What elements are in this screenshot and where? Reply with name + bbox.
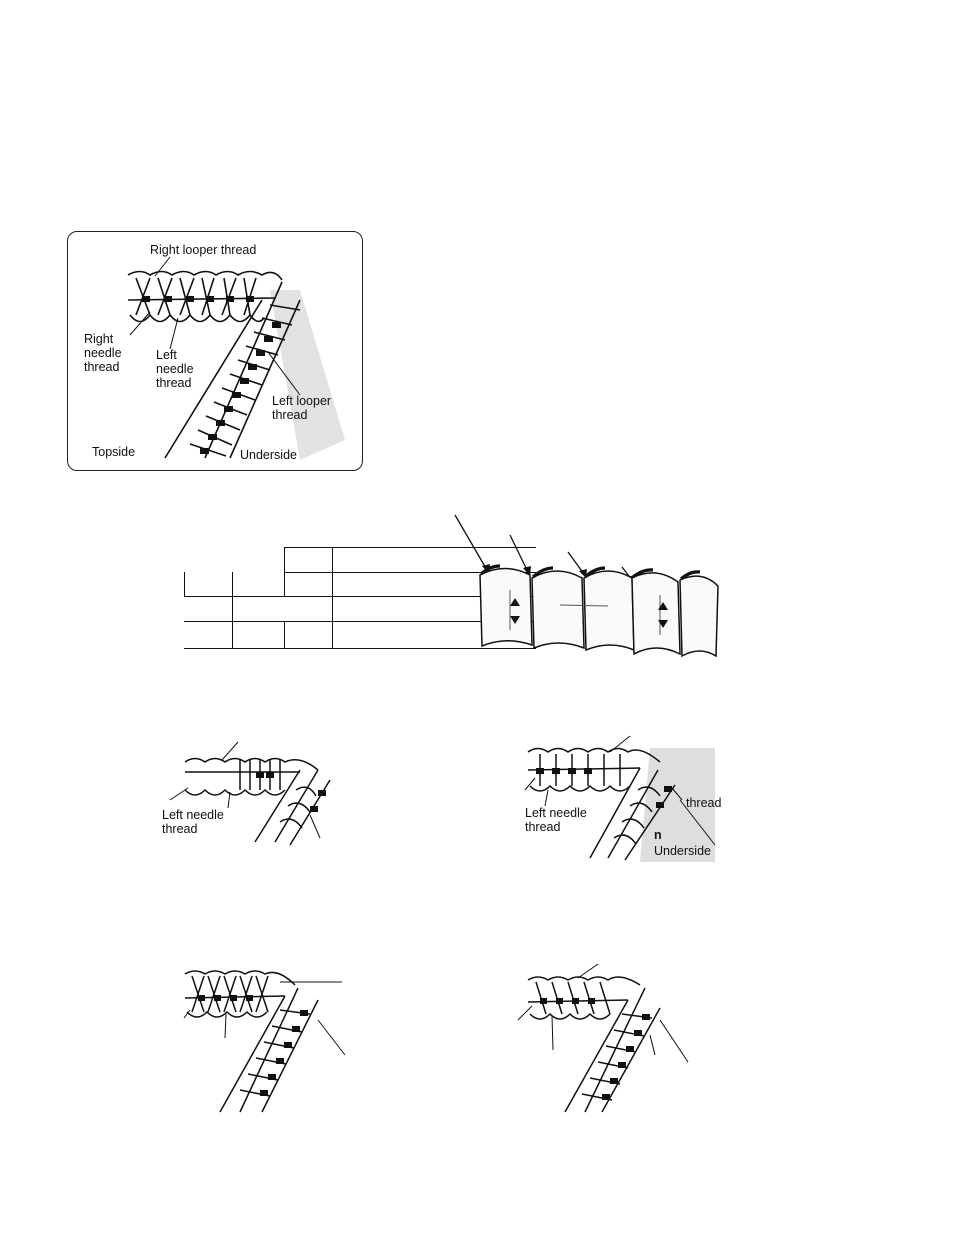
sample-c-underside-label: Underside xyxy=(654,844,711,858)
underside-label: Underside xyxy=(240,448,297,462)
sample-c-mark: n xyxy=(654,828,662,842)
left-looper-label: Left looper thread xyxy=(272,394,332,422)
topside-label: Topside xyxy=(92,445,136,459)
left-needle-label: Left needle thread xyxy=(156,348,194,390)
sample-c-looper-label: thread xyxy=(686,796,722,810)
sample-c-left-needle-label: Left needle thread xyxy=(525,806,587,834)
right-needle-label: Right needle thread xyxy=(84,332,122,374)
sample-b-left-needle-label: Left needle thread xyxy=(162,808,224,836)
right-looper-label: Right looper thread xyxy=(150,243,257,257)
